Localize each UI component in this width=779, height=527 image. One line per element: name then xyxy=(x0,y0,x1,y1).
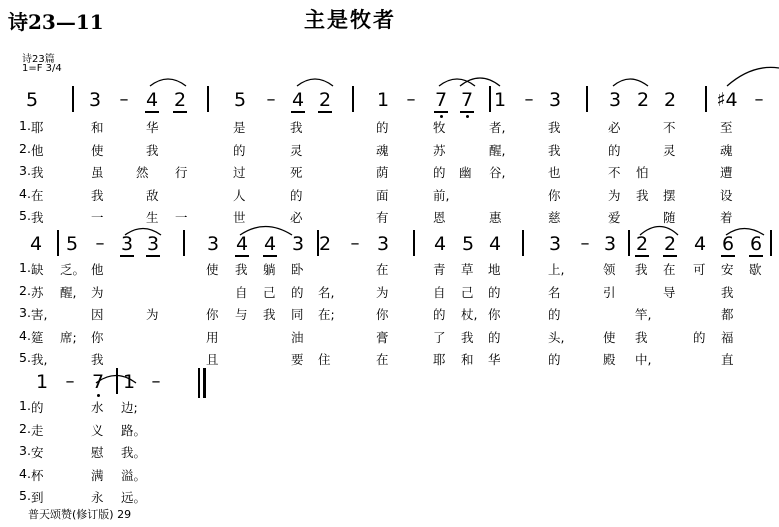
lyric-syllable: 慰 xyxy=(91,445,104,460)
barline xyxy=(705,86,707,112)
lyric-syllable: 卧 xyxy=(291,262,304,277)
lyric-syllable: 在; xyxy=(318,307,335,322)
duration-dash: – xyxy=(65,371,75,392)
lyric-syllable: 我 xyxy=(91,187,104,203)
verse-number: 2. xyxy=(19,282,31,298)
lyric-syllable: 我 xyxy=(721,284,734,300)
lyric-syllable: 在 xyxy=(376,352,389,367)
lyric-syllable: 乏。 xyxy=(60,262,86,277)
lyric-syllable: 要 xyxy=(291,352,304,367)
book-footer: 普天颂赞(修订版) 29 xyxy=(28,508,132,521)
lyric-syllable: 魂 xyxy=(376,142,389,158)
lyric-line xyxy=(0,421,779,441)
lyric-syllable: 且 xyxy=(206,352,219,367)
lyric-syllable: 在 xyxy=(376,262,389,277)
slur xyxy=(613,79,648,86)
lyric-syllable: 虽 xyxy=(91,165,104,180)
lyric-syllable: 的 xyxy=(608,142,621,158)
note: 4 xyxy=(29,233,43,255)
lyric-syllable: 边; xyxy=(121,400,138,415)
lyric-syllable: 你 xyxy=(488,307,501,322)
lyric-syllable: 在 xyxy=(663,262,676,277)
note: 5 xyxy=(233,89,247,111)
verse-number: 3. xyxy=(19,305,31,320)
lyric-syllable: 为 xyxy=(376,284,389,300)
verse-number: 1. xyxy=(19,118,31,133)
lyric-line xyxy=(0,141,779,161)
final-barline-thin xyxy=(198,368,200,398)
eighth-underline xyxy=(173,111,187,113)
note: 1 xyxy=(122,371,136,393)
lyric-syllable: 可 xyxy=(693,262,706,277)
barline xyxy=(586,86,588,112)
lyric-syllable: 过 xyxy=(233,165,246,180)
lyric-line xyxy=(0,208,779,228)
note: 7 xyxy=(434,89,448,111)
lyric-syllable: 席; xyxy=(60,329,77,345)
lyric-syllable: 中, xyxy=(635,352,652,367)
lyric-syllable: 名, xyxy=(318,284,335,300)
note: 4 xyxy=(433,233,447,255)
note: 3 xyxy=(88,89,102,111)
lyric-syllable: 行 xyxy=(175,165,188,180)
note: 4 xyxy=(488,233,502,255)
lyric-syllable: 慈 xyxy=(548,210,561,225)
lyric-syllable: 他 xyxy=(91,262,104,277)
lyric-syllable: 我。 xyxy=(121,445,147,460)
lyric-line xyxy=(0,488,779,508)
lyric-syllable: 恩 xyxy=(433,210,446,225)
lyric-syllable: 不 xyxy=(663,120,676,135)
duration-dash: – xyxy=(580,233,590,254)
verse-number: 5. xyxy=(19,350,31,365)
lyric-syllable: 幽 xyxy=(459,165,472,180)
eighth-underline xyxy=(146,255,160,257)
lyric-syllable: 歇 xyxy=(749,262,762,277)
lyric-syllable: 世 xyxy=(233,210,246,225)
lyric-syllable: 竿, xyxy=(635,307,652,322)
lyric-line xyxy=(0,328,779,348)
lyric-line xyxy=(0,398,779,418)
lyric-syllable: 义 xyxy=(91,422,104,438)
duration-dash: – xyxy=(350,233,360,254)
note: 5 xyxy=(461,233,475,255)
lyric-syllable: 与 xyxy=(235,307,248,322)
verse-number: 2. xyxy=(19,420,31,436)
low-octave-dot xyxy=(97,394,100,397)
note: 3 xyxy=(206,233,220,255)
lyric-syllable: 安 xyxy=(31,445,44,460)
key-signature: 1=F 3/4 xyxy=(22,63,62,74)
note: 5 xyxy=(65,233,79,255)
lyric-syllable: 溢。 xyxy=(121,467,147,483)
note: 3 xyxy=(548,233,562,255)
verse-number: 3. xyxy=(19,163,31,178)
eighth-underline xyxy=(263,255,277,257)
lyric-syllable: 你 xyxy=(91,329,104,345)
lyric-line xyxy=(0,260,779,280)
lyric-line xyxy=(0,443,779,463)
lyric-syllable: 地 xyxy=(488,262,501,277)
lyric-syllable: 谷, xyxy=(489,165,506,180)
verse-number: 1. xyxy=(19,260,31,275)
lyric-syllable: 我, xyxy=(31,352,48,367)
lyric-syllable: 己 xyxy=(461,284,474,300)
lyric-syllable: 遭 xyxy=(720,165,733,180)
lyric-syllable: 华 xyxy=(146,120,159,135)
lyric-syllable: 的 xyxy=(548,307,561,322)
lyric-syllable: 草 xyxy=(461,262,474,277)
eighth-underline xyxy=(749,255,763,257)
lyric-syllable: 的 xyxy=(488,284,501,300)
lyric-syllable: 耶 xyxy=(433,352,446,367)
duration-dash: – xyxy=(151,371,161,392)
lyric-syllable: 我 xyxy=(31,210,44,225)
lyric-syllable: 一 xyxy=(91,210,104,225)
lyric-syllable: 因 xyxy=(91,307,104,322)
lyric-syllable: 敌 xyxy=(146,187,159,203)
note: ♯4 xyxy=(716,89,738,111)
lyric-syllable: 牧 xyxy=(433,120,446,135)
duration-dash: – xyxy=(754,89,764,110)
lyric-syllable: 他 xyxy=(31,142,44,158)
lyric-syllable: 走 xyxy=(31,422,44,438)
note: 2 xyxy=(635,233,649,255)
lyric-syllable: 缺 xyxy=(31,262,44,277)
lyric-syllable: 着 xyxy=(720,210,733,225)
lyric-syllable: 我 xyxy=(635,262,648,277)
slur xyxy=(297,79,333,86)
lyric-syllable: 的 xyxy=(376,120,389,135)
lyric-syllable: 我 xyxy=(635,329,648,345)
duration-dash: – xyxy=(406,89,416,110)
lyric-syllable: 者, xyxy=(489,120,506,135)
lyric-syllable: 必 xyxy=(608,120,621,135)
lyric-syllable: 随 xyxy=(663,210,676,225)
lyric-syllable: 筵 xyxy=(31,329,44,345)
final-barline-thick xyxy=(203,368,206,398)
lyric-syllable: 为 xyxy=(608,187,621,203)
note: 2 xyxy=(173,89,187,111)
lyric-syllable: 杖, xyxy=(461,307,478,322)
note: 1 xyxy=(35,371,49,393)
lyric-syllable: 名 xyxy=(548,284,561,300)
lyric-line xyxy=(0,118,779,138)
lyric-syllable: 我 xyxy=(461,329,474,345)
lyric-syllable: 上, xyxy=(548,262,565,277)
eighth-underline xyxy=(145,111,159,113)
slur xyxy=(727,67,779,86)
lyric-syllable: 路。 xyxy=(121,422,147,438)
note: 2 xyxy=(663,89,677,111)
lyric-syllable: 苏 xyxy=(433,142,446,158)
source-label: 诗23篇 xyxy=(22,54,55,65)
note: 2 xyxy=(318,89,332,111)
lyric-syllable: 的 xyxy=(31,400,44,415)
lyric-syllable: 我 xyxy=(235,262,248,277)
lyric-syllable: 灵 xyxy=(663,142,676,158)
lyric-syllable: 膏 xyxy=(376,329,389,345)
lyric-syllable: 同 xyxy=(291,307,304,322)
lyric-syllable: 头, xyxy=(548,329,565,345)
lyric-syllable: 直 xyxy=(721,352,734,367)
lyric-syllable: 引 xyxy=(603,284,616,300)
lyric-syllable: 醒, xyxy=(489,142,506,158)
lyric-syllable: 的 xyxy=(233,142,246,158)
lyric-syllable: 的 xyxy=(433,165,446,180)
lyric-syllable: 为 xyxy=(91,284,104,300)
lyric-syllable: 苏 xyxy=(31,284,44,300)
lyric-syllable: 一 xyxy=(175,210,188,225)
note: 3 xyxy=(376,233,390,255)
lyric-syllable: 的 xyxy=(291,284,304,300)
eighth-underline xyxy=(318,111,332,113)
lyric-syllable: 醒, xyxy=(60,284,77,300)
verse-number: 5. xyxy=(19,208,31,223)
verse-number: 4. xyxy=(19,465,31,481)
lyric-syllable: 你 xyxy=(548,187,561,203)
lyric-syllable: 远。 xyxy=(121,490,147,505)
lyric-syllable: 灵 xyxy=(290,142,303,158)
lyric-syllable: 爱 xyxy=(608,210,621,225)
lyric-syllable: 自 xyxy=(235,284,248,300)
lyric-syllable: 怕 xyxy=(636,165,649,180)
lyric-syllable: 你 xyxy=(376,307,389,322)
note: 4 xyxy=(145,89,159,111)
note: 4 xyxy=(291,89,305,111)
lyric-syllable: 荫 xyxy=(376,165,389,180)
lyric-syllable: 安 xyxy=(721,262,734,277)
lyric-syllable: 我 xyxy=(146,142,159,158)
lyric-syllable: 惠 xyxy=(489,210,502,225)
note: 1 xyxy=(493,89,507,111)
note: 7 xyxy=(460,89,474,111)
eighth-underline xyxy=(663,255,677,257)
lyric-syllable: 我 xyxy=(91,352,104,367)
lyric-syllable: 都 xyxy=(721,307,734,322)
note: 5 xyxy=(25,89,39,111)
eighth-underline xyxy=(291,111,305,113)
lyric-syllable: 和 xyxy=(91,120,104,135)
note: 4 xyxy=(235,233,249,255)
lyric-syllable: 的 xyxy=(488,329,501,345)
barline xyxy=(770,230,772,256)
note: 3 xyxy=(291,233,305,255)
eighth-underline xyxy=(120,255,134,257)
note: 7 xyxy=(91,371,105,393)
lyric-syllable: 害, xyxy=(31,307,48,322)
lyric-line xyxy=(0,163,779,183)
verse-number: 3. xyxy=(19,443,31,458)
lyric-syllable: 的 xyxy=(693,329,706,345)
barline xyxy=(628,230,630,256)
verse-number: 5. xyxy=(19,488,31,503)
duration-dash: – xyxy=(266,89,276,110)
verse-number: 4. xyxy=(19,327,31,343)
lyric-line xyxy=(0,466,779,486)
lyric-syllable: 必 xyxy=(290,210,303,225)
note: 4 xyxy=(693,233,707,255)
verse-number: 1. xyxy=(19,398,31,413)
lyric-syllable: 生 xyxy=(146,210,159,225)
slur xyxy=(460,78,500,86)
lyric-syllable: 我 xyxy=(263,307,276,322)
lyric-syllable: 油 xyxy=(291,329,304,345)
duration-dash: – xyxy=(95,233,105,254)
barline xyxy=(57,230,59,256)
note: 3 xyxy=(608,89,622,111)
lyric-syllable: 自 xyxy=(433,284,446,300)
lyric-syllable: 我 xyxy=(290,120,303,135)
lyric-syllable: 福 xyxy=(721,329,734,345)
lyric-syllable: 使 xyxy=(206,262,219,277)
eighth-underline xyxy=(460,111,474,113)
lyric-syllable: 耶 xyxy=(31,120,44,135)
lyric-syllable: 青 xyxy=(433,262,446,277)
duration-dash: – xyxy=(119,89,129,110)
lyric-line xyxy=(0,305,779,325)
lyric-syllable: 到 xyxy=(31,490,44,505)
lyric-syllable: 至 xyxy=(720,120,733,135)
note: 6 xyxy=(721,233,735,255)
lyric-syllable: 在 xyxy=(31,187,44,203)
duration-dash: – xyxy=(524,89,534,110)
barline xyxy=(116,368,118,394)
lyric-syllable: 也 xyxy=(548,165,561,180)
lyric-syllable: 我 xyxy=(636,187,649,203)
verse-number: 2. xyxy=(19,140,31,156)
lyric-syllable: 住 xyxy=(318,352,331,367)
note: 1 xyxy=(376,89,390,111)
barline xyxy=(207,86,209,112)
lyric-syllable: 然 xyxy=(136,165,149,180)
lyric-syllable: 永 xyxy=(91,490,104,505)
lyric-syllable: 使 xyxy=(91,142,104,158)
lyric-syllable: 不 xyxy=(608,165,621,180)
lyric-line xyxy=(0,283,779,303)
lyric-syllable: 杯 xyxy=(31,467,44,483)
note: 2 xyxy=(318,233,332,255)
slur xyxy=(150,79,186,86)
eighth-underline xyxy=(434,111,448,113)
lyric-syllable: 设 xyxy=(720,187,733,203)
lyric-line xyxy=(0,186,779,206)
eighth-underline xyxy=(721,255,735,257)
barline xyxy=(489,86,491,112)
lyric-syllable: 人 xyxy=(233,187,246,203)
lyric-syllable: 是 xyxy=(233,120,246,135)
lyric-syllable: 前, xyxy=(433,187,450,203)
lyric-syllable: 的 xyxy=(290,187,303,203)
lyric-syllable: 水 xyxy=(91,400,104,415)
eighth-underline xyxy=(635,255,649,257)
lyric-syllable: 面 xyxy=(376,187,389,203)
eighth-underline xyxy=(235,255,249,257)
hymn-number: 诗23—11 xyxy=(8,10,104,34)
lyric-syllable: 我 xyxy=(548,142,561,158)
note: 2 xyxy=(636,89,650,111)
lyric-syllable: 躺 xyxy=(263,262,276,277)
note: 4 xyxy=(263,233,277,255)
lyric-syllable: 我 xyxy=(31,165,44,180)
lyric-line xyxy=(0,350,779,370)
lyric-syllable: 的 xyxy=(433,307,446,322)
hymn-title: 主是牧者 xyxy=(304,7,396,32)
note: 3 xyxy=(146,233,160,255)
lyric-syllable: 领 xyxy=(603,262,616,277)
note: 2 xyxy=(663,233,677,255)
lyric-syllable: 和 xyxy=(461,352,474,367)
lyric-syllable: 为 xyxy=(146,307,159,322)
note: 3 xyxy=(548,89,562,111)
note: 6 xyxy=(749,233,763,255)
lyric-syllable: 有 xyxy=(376,210,389,225)
note: 3 xyxy=(603,233,617,255)
lyric-syllable: 你 xyxy=(206,307,219,322)
lyric-syllable: 用 xyxy=(206,329,219,345)
barline xyxy=(522,230,524,256)
barline xyxy=(352,86,354,112)
lyric-syllable: 导 xyxy=(663,284,676,300)
lyric-syllable: 己 xyxy=(263,284,276,300)
lyric-syllable: 满 xyxy=(91,467,104,483)
barline xyxy=(413,230,415,256)
note: 3 xyxy=(120,233,134,255)
lyric-syllable: 使 xyxy=(603,329,616,345)
lyric-syllable: 我 xyxy=(548,120,561,135)
lyric-syllable: 了 xyxy=(433,329,446,345)
barline xyxy=(72,86,74,112)
lyric-syllable: 的 xyxy=(548,352,561,367)
slur xyxy=(439,79,475,86)
lyric-syllable: 摆 xyxy=(663,187,676,203)
lyric-syllable: 魂 xyxy=(720,142,733,158)
lyric-syllable: 华 xyxy=(488,352,501,367)
lyric-syllable: 死 xyxy=(290,165,303,180)
verse-number: 4. xyxy=(19,185,31,201)
lyric-syllable: 殿 xyxy=(603,352,616,367)
barline xyxy=(183,230,185,256)
